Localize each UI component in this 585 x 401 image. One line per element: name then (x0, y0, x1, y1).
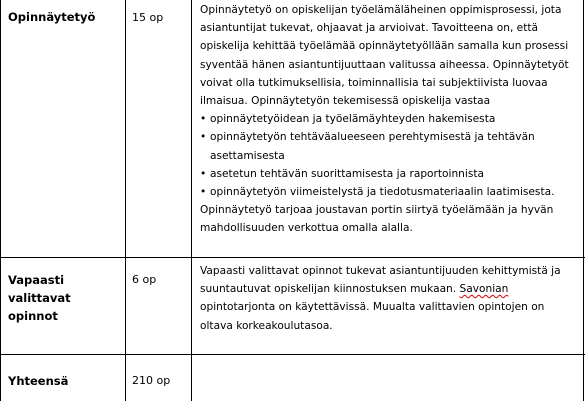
table-row-credits: 15 op (132, 11, 164, 24)
table-row-divider-2 (0, 354, 585, 355)
bullet-icon: • (200, 113, 207, 126)
description-text-before: Vapaasti valittavat opinnot tukevat asiantuntijuuden kehittymistä ja suuntautuvat opiskelijan kiinnostuksen mukaan. (200, 265, 561, 296)
description-text-after: opintotarjonta on käytettävissä. Muualta valittavien opintojen on oltava korkeakoulutasoa. (200, 301, 545, 332)
list-item (200, 110, 578, 128)
list-item (200, 183, 578, 201)
table-column-divider-2 (191, 0, 192, 401)
table-row-description (200, 262, 576, 335)
table-row-label: Opinnäytetyö (8, 10, 96, 24)
spellcheck-word: Savonian (459, 283, 509, 296)
table-border-right (583, 0, 584, 401)
table-border-left (0, 0, 1, 401)
list-item-text: opinnäytetyön viimeistelystä ja tiedotusmateriaalin laatimisesta. (210, 186, 555, 199)
list-item (200, 128, 578, 164)
list-item (200, 165, 578, 183)
table-row-label: Yhteensä (8, 374, 69, 388)
table-row-description (200, 1, 578, 238)
list-item-text: opinnäytetyöidean ja työelämäyhteyden hakemisesta (210, 113, 496, 126)
bullet-icon: • (200, 131, 207, 144)
bullet-icon: • (200, 167, 207, 180)
description-outro: Opinnäytetyö tarjoaa joustavan portin siirtyä työelämään ja hyvän mahdollisuuden verkottua omalla alalla. (200, 204, 554, 235)
table-row-credits: 6 op (132, 273, 157, 286)
table-row-divider-1 (0, 257, 585, 258)
table-row-label: Vapaasti valittavat opinnot (8, 273, 71, 323)
table-row-credits: 210 op (132, 374, 171, 387)
list-item-text: opinnäytetyön tehtäväalueeseen perehtymisestä ja tehtävän asettamisesta (210, 131, 535, 162)
list-item-text: asetetun tehtävän suorittamisesta ja raportoinnista (210, 167, 484, 180)
bullet-icon: • (200, 186, 207, 199)
description-text (200, 262, 576, 335)
table-column-divider-1 (125, 0, 126, 401)
description-intro: Opinnäytetyö on opiskelijan työelämäläheinen oppimisprosessi, jota asiantuntijat tukevat, ohjaavat ja arvioivat. Tavoitteena on, että opiskelija kehittää työelämää opinnäytetyöllään samalla kun prosessi syventää hänen asiantuntijuuttaan valitussa aiheessa. Opinnäytetyöt voivat olla tutkimuksellisia, toiminnallisia tai subjektiivista luovaa ilmaisua. Opinnäytetyön tekemisessä opiskelija vastaa (200, 4, 569, 108)
